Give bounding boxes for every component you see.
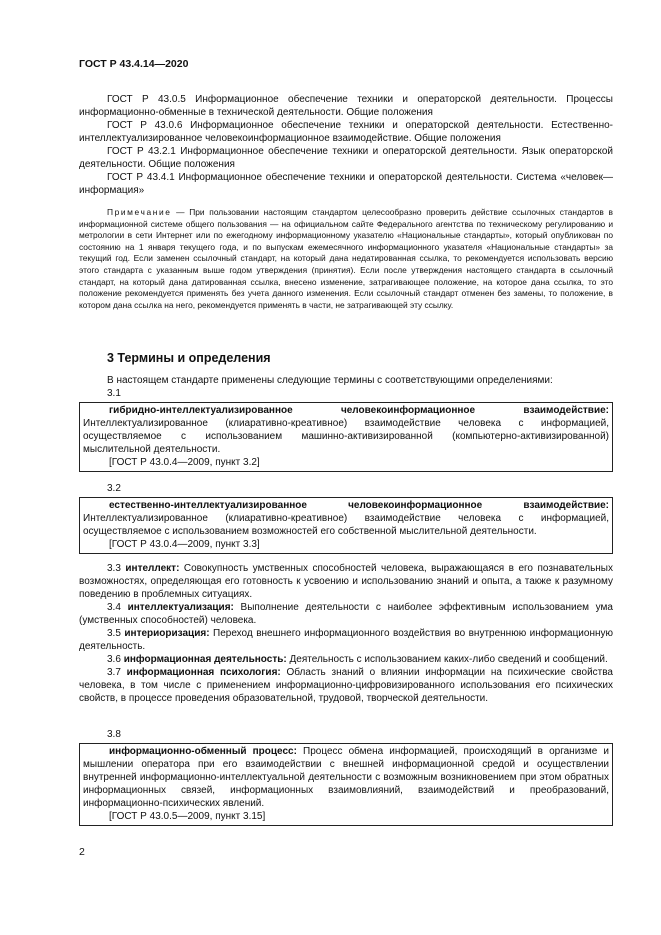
term-source: [ГОСТ Р 43.0.4—2009, пункт 3.2] <box>109 457 260 468</box>
reference-item: ГОСТ Р 43.0.6 Информационное обеспечение техники и операторской деятельности. Естественно-интеллектуализированное человекоинформационное взаимодействие. Общие положения <box>79 120 613 144</box>
page-number: 2 <box>79 846 85 858</box>
section-title: 3 Термины и определения <box>107 351 271 365</box>
reference-item: ГОСТ Р 43.2.1 Информационное обеспечение техники и операторской деятельности. Язык операторской деятельности. Общие положения <box>79 146 613 170</box>
term-definition: Процесс обмена информацией, происходящий в организме и мышлении оператора при его взаимодействии с внешней информационной средой и осуществлении внутренней информационно-интеллектуальной деятельности с возможным возникновением при этом обратных информационных связей, информационных взаимовлияний, взаимодействий и преобразований, информационно-психических явлений. <box>83 746 609 809</box>
term-entry: 3.5 интериоризация: Переход внешнего информационного воздействия во внутреннюю информационную деятельность. <box>79 628 613 652</box>
term-number: 3.1 <box>107 388 121 399</box>
term-number: 3.8 <box>107 729 121 740</box>
document-header: ГОСТ Р 43.4.14—2020 <box>79 58 189 70</box>
term-name: естественно-интеллектуализированное человекоинформационное взаимодействие: <box>109 500 609 511</box>
reference-item: ГОСТ Р 43.4.1 Информационное обеспечение техники и операторской деятельности. Система «человек—информация» <box>79 172 613 196</box>
term-entry: 3.3 интеллект: Совокупность умственных способностей человека, выражающаяся в его познавательных возможностях, определяющая его готовность к усвоению и использованию знаний и опыта, а также к разумному поведению в проблемных ситуациях. <box>79 563 613 600</box>
section-intro <box>79 374 613 387</box>
term-entry: 3.7 информационная психология: Область знаний о влиянии информации на психические свойства человека, в том числе с применением информационно-цифровизированного использования его психических свойств, в процессе проведения образовательной, трудовой, творческой деятельности. <box>79 667 613 704</box>
term-box-3-2 <box>79 497 613 554</box>
term-box-3-8 <box>79 743 613 826</box>
normative-references <box>79 93 613 197</box>
terms-list <box>79 562 613 705</box>
term-definition: Интеллектуализированное (клиаративно-креативное) взаимодействие человека с информацией, осуществляемое с использованием возможностей его собственной мыслительной деятельности. <box>83 513 609 537</box>
term-entry: 3.4 интеллектуализация: Выполнение деятельности с наиболее эффективным использованием ума (умственных способностей) человека. <box>79 602 613 626</box>
term-source: [ГОСТ Р 43.0.4—2009, пункт 3.3] <box>109 539 260 550</box>
note-label: Примечание <box>107 207 172 217</box>
term-name: гибридно-интеллектуализированное человекоинформационное взаимодействие: <box>109 405 609 416</box>
reference-item: ГОСТ Р 43.0.5 Информационное обеспечение техники и операторской деятельности. Процессы информационно-обменные в технической деятельности. Общие положения <box>79 94 613 118</box>
term-name: информационно-обменный процесс: <box>109 746 297 757</box>
intro-text: В настоящем стандарте применены следующие термины с соответствующими определениями: <box>107 375 553 386</box>
term-source: [ГОСТ Р 43.0.5—2009, пункт 3.15] <box>109 811 266 822</box>
note-text: — При пользовании настоящим стандартом целесообразно проверить действие ссылочных стандартов в информационной системе общего пользования — на официальном сайте Федерального агентства по техническому регулированию и метрологии в сети Интернет или по ежегодному информационному указателю «Национальные стандарты», который опубликован по состоянию на 1 января текущего года, и по выпускам ежемесячного информационного указателя «Национальные стандарты» за текущий год. Если заменен ссылочный стандарт, на который дана недатированная ссылка, то рекомендуется использовать версию этого стандарта с указанным выше годом утверждения (принятия). Если после утверждения настоящего стандарта в ссылочный стандарт, на который дана датированная ссылка, внесено изменение, затрагивающее положение, на которое дана ссылка, то это положение рекомендуется применять без учета данного изменения. Если ссылочный стандарт отменен без замены, то положение, в котором дана ссылка на него, рекомендуется применять в части, не затрагивающей эту ссылку. <box>79 207 613 310</box>
term-number: 3.2 <box>107 483 121 494</box>
term-definition: Интеллектуализированное (клиаративно-креативное) взаимодействие человека с информацией, осуществляемое с использованием машинно-активизированной (компьютерно-активизированной) мыслительной деятельности. <box>83 418 609 455</box>
note-block <box>79 207 613 311</box>
term-entry: 3.6 информационная деятельность: Деятельность с использованием каких-либо сведений и сообщений. <box>107 654 608 665</box>
term-box-3-1 <box>79 402 613 472</box>
